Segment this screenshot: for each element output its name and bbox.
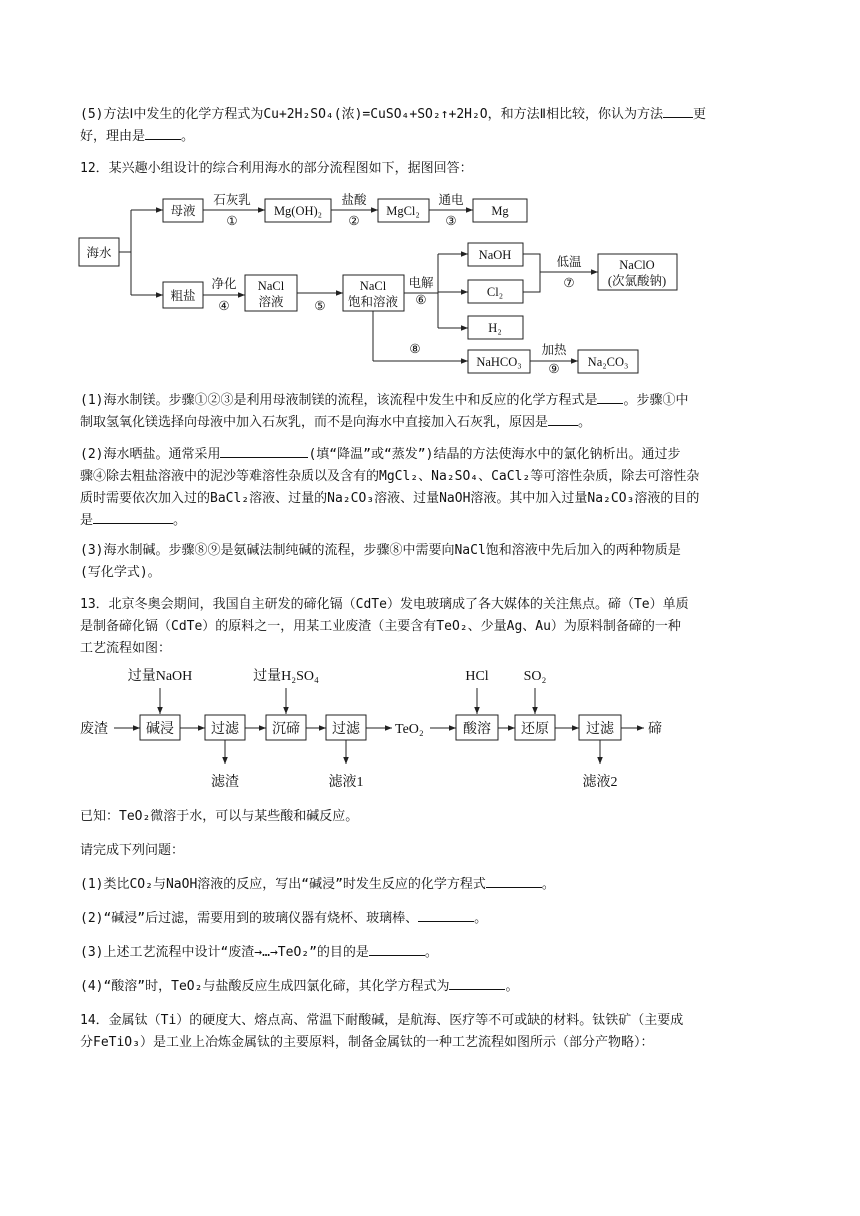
step3-label: ③	[445, 214, 457, 228]
nacl-solution-line1: NaCl	[257, 279, 285, 293]
q12-p2-text-a: (2)海水晒盐。通常采用	[80, 447, 221, 462]
so2-reagent-label: SO₂	[523, 669, 547, 684]
answer-blank[interactable]	[486, 874, 542, 888]
q13-p3-text-a: (3)上述工艺流程中设计“废渣→…→TeO₂”的目的是	[80, 945, 369, 960]
step5-label: ⑤	[314, 299, 326, 313]
nacl-saturated-line1: NaCl	[359, 279, 387, 293]
naclo-line2: (次氯酸钠)	[607, 274, 667, 288]
q12-p3-text-a: (3)海水制碱。步骤⑧⑨是氨碱法制纯碱的流程，步骤⑧中需要向NaCl饱和溶液中先后加入的两种物质是	[80, 543, 681, 558]
hcl-label: 盐酸	[341, 193, 367, 207]
mg-label: Mg	[491, 204, 509, 218]
power-label: 通电	[438, 193, 464, 207]
q12-p2-text-c: 骤④除去粗盐溶液中的泥沙等难溶性杂质以及含有的MgCl₂、Na₂SO₄、CaCl₂等可溶性杂质，除去可溶性杂	[80, 469, 700, 484]
nacl-saturated-line2: 饱和溶液	[347, 295, 399, 309]
q12-p1-text-a: (1)海水制镁。步骤①②③是利用母液制镁的流程，该流程中发生中和反应的化学方程式是	[80, 393, 598, 408]
q13-stem-line2: 是制备碲化镉（CdTe）的原料之一，用某工业废渣（主要含有TeO₂、少量Ag、Au）为原料制备碲的一种	[80, 619, 681, 634]
answer-blank[interactable]	[220, 444, 308, 458]
q13-part3	[80, 942, 792, 964]
q12-part3	[80, 540, 792, 584]
alkali-leach-label: 碱浸	[146, 722, 174, 737]
step4-label: ④	[218, 299, 230, 313]
reduce-label: 还原	[521, 722, 549, 737]
q14-stem	[80, 1010, 792, 1054]
q12-stem: 12．某兴趣小组设计的综合利用海水的部分流程图如下，据图回答：	[80, 161, 473, 176]
q11-p5-text-d: 。	[181, 129, 195, 144]
q13-flowchart	[80, 668, 662, 790]
branch-line-top	[119, 210, 131, 252]
filtrate1-label: 滤液1	[328, 775, 364, 790]
q13-p2-text-a: (2)“碱浸”后过滤，需要用到的玻璃仪器有烧杯、玻璃棒、	[80, 911, 419, 926]
mgcl2-label: MgCl₂	[386, 204, 420, 218]
excess-naoh-label: 过量NaOH	[127, 669, 193, 684]
na2co3-label: Na₂CO₃	[587, 355, 629, 369]
merge-line	[523, 254, 540, 292]
q11-p5-text-a: (5)方法Ⅰ中发生的化学方程式为Cu+2H₂SO₄(浓)=CuSO₄+SO₂↑+2H₂O，和方法Ⅱ相比较，你认为方法	[80, 107, 664, 122]
q13-p4-text-a: (4)“酸溶”时，TeO₂与盐酸反应生成四氯化碲，其化学方程式为	[80, 979, 450, 994]
q12-p1-text-d: 。	[578, 415, 592, 430]
purify-label: 净化	[211, 277, 237, 291]
q12-p2-text-d: 质时需要依次加入过的BaCl₂溶液、过量的Na₂CO₃溶液、过量NaOH溶液。其中加入过量Na₂CO₃溶液的目的	[80, 491, 700, 506]
answer-blank[interactable]	[418, 908, 474, 922]
q13-p1-text-b: 。	[541, 877, 555, 892]
nahco3-label: NaHCO₃	[476, 355, 522, 369]
q12-p2-text-b: (填“降温”或“蒸发”)结晶的方法使海水中的氯化钠析出。通过步	[308, 447, 681, 462]
mgoh2-label: Mg(OH)₂	[273, 204, 323, 218]
precip-te-label: 沉碲	[272, 722, 300, 737]
step6-label: ⑥	[415, 293, 427, 307]
answer-blank[interactable]	[548, 412, 578, 426]
q11-p5-text-b: 更	[693, 107, 707, 122]
step1-label: ①	[226, 214, 238, 228]
step9-label: ⑨	[548, 362, 560, 376]
filtrate2-label: 滤液2	[582, 775, 618, 790]
q12-part1	[80, 390, 792, 434]
te-label: 碲	[648, 722, 662, 737]
excess-h2so4-label: 过量H₂SO₄	[253, 669, 319, 684]
q12-p2-text-e: 是	[80, 513, 94, 528]
residue-label: 滤渣	[211, 775, 239, 790]
teo2-label: TeO₂	[395, 722, 424, 737]
q11-p5-text-c: 好，理由是	[80, 129, 146, 144]
crude-salt-label: 粗盐	[170, 289, 196, 303]
cl2-label: Cl₂	[486, 285, 504, 299]
acid-dissolve-label: 酸溶	[463, 722, 491, 737]
filter1-label: 过滤	[211, 722, 239, 737]
q12-p3-text-b: (写化学式)。	[80, 565, 161, 580]
q13-stem	[80, 594, 792, 660]
answer-blank[interactable]	[597, 390, 623, 404]
q12-p2-text-f: 。	[173, 513, 187, 528]
q13-p3-text-b: 。	[424, 945, 438, 960]
naclo-line1: NaClO	[619, 258, 655, 272]
answer-blank[interactable]	[369, 942, 425, 956]
q13-part1	[80, 874, 792, 896]
q13-p1-text-a: (1)类比CO₂与NaOH溶液的反应，写出“碱浸”时发生反应的化学方程式	[80, 877, 486, 892]
h2-label: H₂	[488, 321, 502, 335]
q13-p4-text-b: 。	[505, 979, 519, 994]
answer-blank[interactable]	[449, 976, 505, 990]
q12-p1-text-b: 。步骤①中	[623, 393, 689, 408]
mother-liquor-label: 母液	[170, 204, 196, 218]
naoh-label: NaOH	[478, 248, 512, 262]
q13-stem-line3: 工艺流程如图：	[80, 641, 172, 656]
heat-label: 加热	[541, 343, 567, 357]
q13-please: 请完成下列问题：	[80, 843, 185, 858]
filter3-label: 过滤	[586, 722, 614, 737]
q13-stem-line1: 13．北京冬奥会期间，我国自主研发的碲化镉（CdTe）发电玻璃成了各大媒体的关注焦点。碲（Te）单质	[80, 597, 689, 612]
q13-known: 已知：TeO₂微溶于水，可以与某些酸和碱反应。	[80, 809, 359, 824]
step8-label: ⑧	[409, 342, 421, 356]
waste-label: 废渣	[80, 722, 108, 737]
filter2-label: 过滤	[332, 722, 360, 737]
q13-part2	[80, 908, 792, 930]
q14-stem-line1: 14．金属钛（Ti）的硬度大、熔点高、常温下耐酸碱，是航海、医疗等不可或缺的材料。钛铁矿（主要成	[80, 1013, 684, 1028]
q13-part4	[80, 976, 792, 998]
hcl-reagent-label: HCl	[465, 669, 489, 684]
q12-part2	[80, 444, 792, 532]
step7-label: ⑦	[563, 276, 575, 290]
answer-blank[interactable]	[93, 510, 173, 524]
lime-milk-label: 石灰乳	[213, 193, 251, 207]
nacl-solution-line2: 溶液	[258, 295, 284, 309]
step2-label: ②	[348, 214, 360, 228]
q14-stem-line2: 分FeTiO₃）是工业上冶炼金属钛的主要原料，制备金属钛的一种工艺流程如图所示（部分产物略）：	[80, 1035, 654, 1050]
electrolysis-label: 电解	[408, 276, 434, 290]
low-temp-label: 低温	[556, 255, 582, 269]
seawater-label: 海水	[86, 246, 112, 260]
q13-p2-text-b: 。	[474, 911, 488, 926]
q12-p1-text-c: 制取氢氧化镁选择向母液中加入石灰乳，而不是向海水中直接加入石灰乳，原因是	[80, 415, 549, 430]
